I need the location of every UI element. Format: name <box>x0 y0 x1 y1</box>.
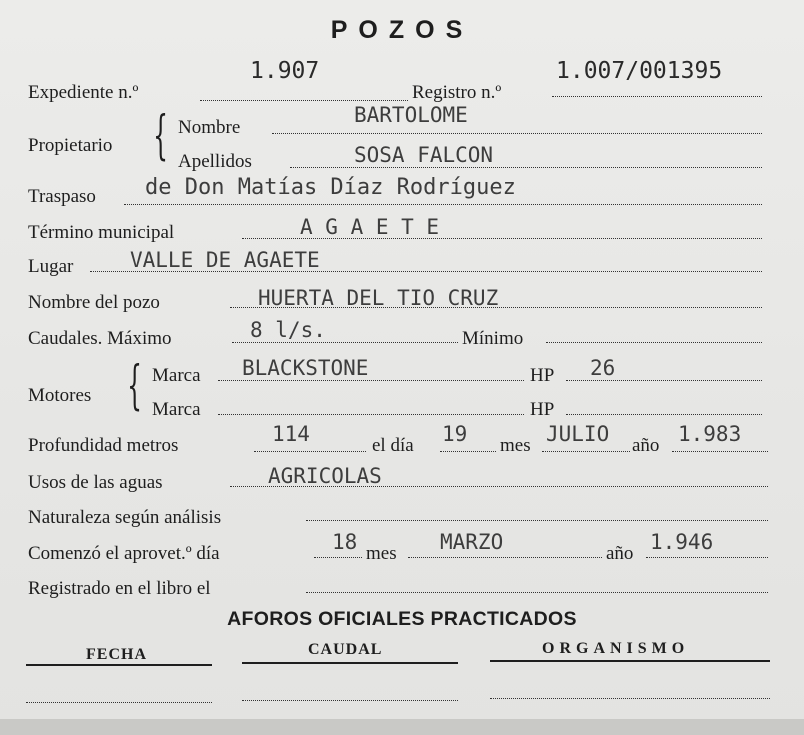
naturaleza-line <box>306 520 768 521</box>
marca2-label: Marca <box>152 399 201 420</box>
minimo-label: Mínimo <box>462 328 524 349</box>
hp1-label: HP <box>530 365 555 386</box>
comenzo-ano: 1.946 <box>650 530 714 554</box>
marca1-label: Marca <box>152 365 201 386</box>
fecha-row-line <box>26 702 212 703</box>
comenzo-mes-label: mes <box>366 543 397 564</box>
nombre-pozo-value: HUERTA DEL TIO CRUZ <box>258 286 499 310</box>
caudales-maximo: 8 l/s. <box>250 318 326 342</box>
marca1-value: BLACKSTONE <box>242 356 369 380</box>
comenzo-ano-line <box>646 557 768 558</box>
marca2-line <box>218 414 524 415</box>
expediente-line <box>200 100 408 101</box>
caudales-maximo-line <box>232 342 458 343</box>
profundidad-dia-label: el día <box>372 435 414 456</box>
profundidad-ano: 1.983 <box>678 422 742 446</box>
organismo-header-rule <box>490 660 770 662</box>
minimo-line <box>546 342 762 343</box>
apellidos-line <box>290 167 762 168</box>
registrado-label: Registrado en el libro el <box>28 578 211 599</box>
traspaso-value: de Don Matías Díaz Rodríguez <box>145 175 516 200</box>
registro-line <box>552 96 762 97</box>
marca1-line <box>218 380 524 381</box>
traspaso-label: Traspaso <box>28 186 96 207</box>
profundidad-ano-label: año <box>632 435 660 456</box>
motores-label: Motores <box>28 385 92 406</box>
propietario-label: Propietario <box>28 135 113 156</box>
nombre-line <box>272 133 762 134</box>
expediente-value: 1.907 <box>250 58 320 84</box>
propietario-brace: { <box>153 106 168 166</box>
comenzo-mes: MARZO <box>440 530 504 554</box>
comenzo-label: Comenzó el aprovet.º día <box>28 543 220 564</box>
hp1-value: 26 <box>590 356 616 380</box>
lugar-label: Lugar <box>28 256 74 277</box>
profundidad-mes-label: mes <box>500 435 531 456</box>
traspaso-line <box>124 204 762 205</box>
caudales-label: Caudales. Máximo <box>28 328 172 349</box>
registro-value: 1.007/001395 <box>556 58 723 84</box>
profundidad-dia: 19 <box>442 422 468 446</box>
aforos-title: AFOROS OFICIALES PRACTICADOS <box>227 608 577 630</box>
nombre-label: Nombre <box>178 117 241 138</box>
nombre-pozo-label: Nombre del pozo <box>28 292 160 313</box>
profundidad-mes-line <box>542 451 630 452</box>
card-title: POZOS <box>330 16 474 44</box>
naturaleza-label: Naturaleza según análisis <box>28 507 222 528</box>
nombre-value: BARTOLOME <box>354 103 468 127</box>
termino-value: A G A E T E <box>300 215 440 239</box>
registrado-line <box>306 592 768 593</box>
profundidad-metros-line <box>254 451 366 452</box>
hp2-line <box>566 414 762 415</box>
comenzo-dia: 18 <box>332 530 358 554</box>
apellidos-value: SOSA FALCON <box>354 143 494 167</box>
profundidad-mes: JULIO <box>546 422 610 446</box>
column-header-organismo: ORGANISMO <box>542 640 690 657</box>
caudal-row-line <box>242 700 458 701</box>
usos-value: AGRICOLAS <box>268 464 382 488</box>
organismo-row-line <box>490 698 770 699</box>
column-header-caudal: CAUDAL <box>308 641 383 658</box>
usos-label: Usos de las aguas <box>28 472 163 493</box>
hp2-label: HP <box>530 399 555 420</box>
profundidad-metros: 114 <box>272 422 310 446</box>
fecha-header-rule <box>26 664 212 666</box>
profundidad-label: Profundidad metros <box>28 435 179 456</box>
expediente-label: Expediente n.º <box>28 82 139 103</box>
profundidad-dia-line <box>440 451 496 452</box>
comenzo-mes-line <box>408 557 602 558</box>
comenzo-ano-label: año <box>606 543 634 564</box>
caudal-header-rule <box>242 662 458 664</box>
profundidad-ano-line <box>672 451 768 452</box>
termino-label: Término municipal <box>28 222 175 243</box>
motores-brace: { <box>127 356 142 416</box>
column-header-fecha: FECHA <box>86 646 147 663</box>
comenzo-dia-line <box>314 557 362 558</box>
bottom-edge <box>0 719 804 735</box>
registro-label: Registro n.º <box>412 82 502 103</box>
lugar-value: VALLE DE AGAETE <box>130 248 320 272</box>
apellidos-label: Apellidos <box>178 151 252 172</box>
hp1-line <box>566 380 762 381</box>
